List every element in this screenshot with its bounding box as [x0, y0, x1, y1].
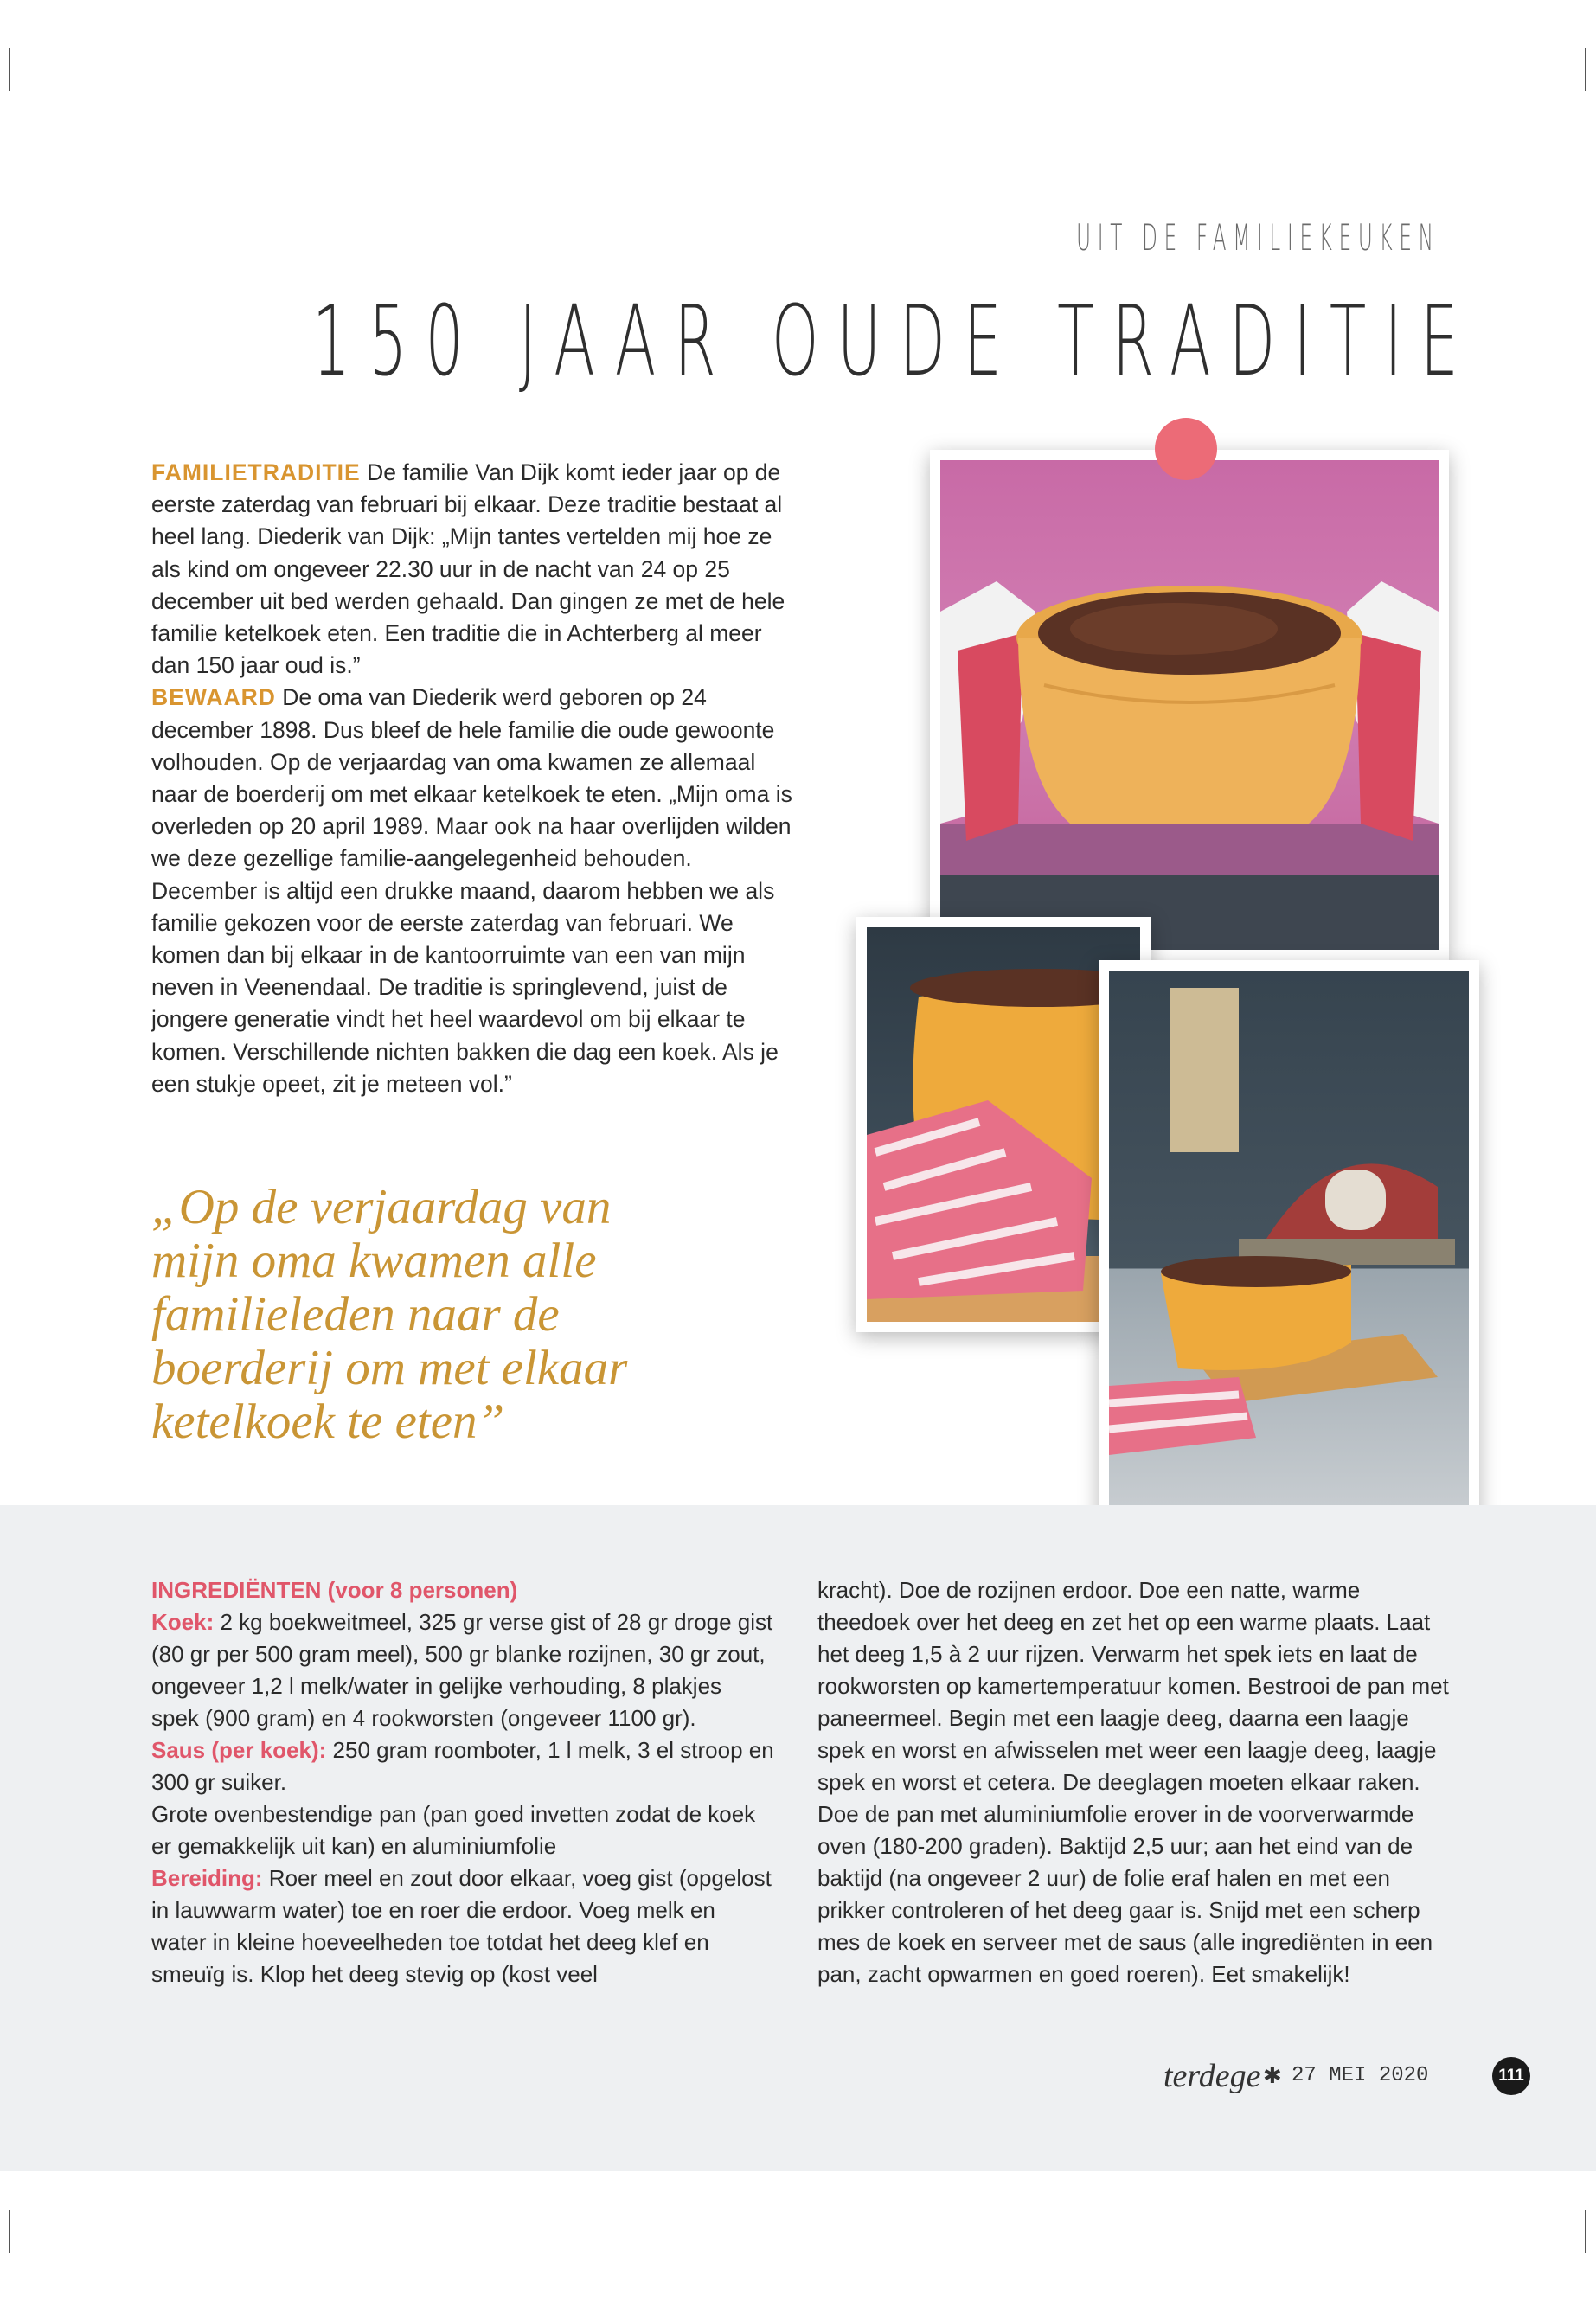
koek-ingredients: 2 kg boekweitmeel, 325 gr verse gist of 28 gr droge gist (80 gr per 500 gram meel), 500 gr blanke rozijnen, 30 gr zout, ongeveer 1,2 l melk/water in gelijke verhouding, 8 plakjes spek (900 gram) en 4 rookworsten (ongeveer 1100 gr). [151, 1609, 773, 1731]
crop-mark-bottom-left [9, 2210, 10, 2253]
paragraph-2: De oma van Diederik werd geboren op 24 december 1898. Dus bleef de hele familie die oude gewoonte volhouden. Op de verjaardag van oma kwamen ze allemaal naar de boerderij om met elkaar ketelkoek te eten. „Mijn oma is overleden op 20 april 1989. Maar ook na haar overlijden wilden we deze gezellige familie-aangelegenheid behouden. December is altijd een drukke maand, daarom hebben we als familie gekozen voor de eerste zaterdag van februari. We komen dan bij elkaar in de kantoorruimte van een van mijn neven in Veenendaal. De traditie is springlevend, juist de jongere generatie vindt het heel waardevol om bij elkaar te komen. Verschillende nichten bakken die dag een koek. Als je een stukje opeet, zit je meteen vol.” [151, 684, 792, 1097]
crop-mark-top-left [9, 48, 10, 91]
lead-bewaard: BEWAARD [151, 684, 276, 711]
lead-familietraditie: FAMILIETRADITIE [151, 459, 361, 485]
crop-mark-top-right [1585, 48, 1586, 91]
pull-quote: „Op de verjaardag van mijn oma kwamen alle familieleden naar de boerderij om met elkaar ketelkoek te eten” [151, 1180, 628, 1449]
issue-date: 27 MEI 2020 [1292, 2064, 1429, 2087]
saus-label: Saus (per koek): [151, 1737, 327, 1763]
recipe-column-left [151, 1574, 774, 1990]
section-label: UIT DE FAMILIEKEUKEN [1076, 216, 1440, 259]
decorative-dot [1155, 418, 1217, 480]
article-body [151, 457, 796, 1100]
photo-cake-held-illustration [940, 460, 1439, 950]
ingredients-heading: INGREDIËNTEN (voor 8 personen) [151, 1577, 518, 1603]
bereiding-text-1: Roer meel en zout door elkaar, voeg gist (opgelost in lauwwarm water) toe en roer die erdoor. Voeg melk en water in kleine hoeveelheden toe totdat het deeg klef en smeuïg is. Klop het deeg stevig op (kost veel [151, 1865, 772, 1987]
bereiding-text-2: kracht). Doe de rozijnen erdoor. Doe een natte, warme theedoek over het deeg en zet het op een warme plaats. Laat het deeg 1,5 à 2 uur rijzen. Verwarm het spek iets en laat de rookworsten op kamertemperatuur komen. Bestrooi de pan met paneermeel. Begin met een laagje deeg, daarna een laagje spek en worst en afwisselen met weer een laagje deeg, laagje spek en worst et cetera. De deeglagen moeten elkaar raken. Doe de pan met aluminiumfolie erover in de voorverwarmde oven (180-200 graden). Baktijd 2,5 uur; aan het eind van de baktijd (na ongeveer 2 uur) de folie eraf halen en met een prikker controleren of het deeg gaar is. Snijd met een scherp mes de koek en serveer met de saus (alle ingrediënten in een pan, zacht opwarmen en goed roeren). Eet smakelijk! [817, 1577, 1449, 1987]
page-footer [1163, 2057, 1527, 2100]
crop-mark-bottom-right [1585, 2210, 1586, 2253]
recipe-column-right [817, 1574, 1449, 1990]
photo-pan-oven [1099, 960, 1479, 1522]
bereiding-label: Bereiding: [151, 1865, 263, 1891]
page-title: 150 JAAR OUDE TRADITIE [312, 285, 1477, 398]
saus-ingredients: 250 gram roomboter, 1 l melk, 3 el stroop en 300 gr suiker. [151, 1737, 774, 1795]
koek-label: Koek: [151, 1609, 215, 1635]
photo-cake-held [930, 450, 1449, 960]
paragraph-1: De familie Van Dijk komt ieder jaar op de eerste zaterdag van februari bij elkaar. Deze traditie bestaat al heel lang. Diederik van Dijk: „Mijn tantes vertelden mij hoe ze als kind om ongeveer 22.30 uur in de nacht van 24 op 25 december uit bed werden gehaald. Dan gingen ze met de hele familie ketelkoek eten. Een traditie die in Achterberg al meer dan 150 jaar oud is.” [151, 459, 785, 679]
star-icon: ✱ [1263, 2062, 1282, 2088]
pan-requirements: Grote ovenbestendige pan (pan goed invetten zodat de koek er gemakkelijk uit kan) en aluminiumfolie [151, 1801, 756, 1859]
photo-pan-oven-illustration [1109, 971, 1469, 1512]
brand-logo: terdege [1163, 2058, 1261, 2094]
page-number: 111 [1492, 2057, 1530, 2095]
